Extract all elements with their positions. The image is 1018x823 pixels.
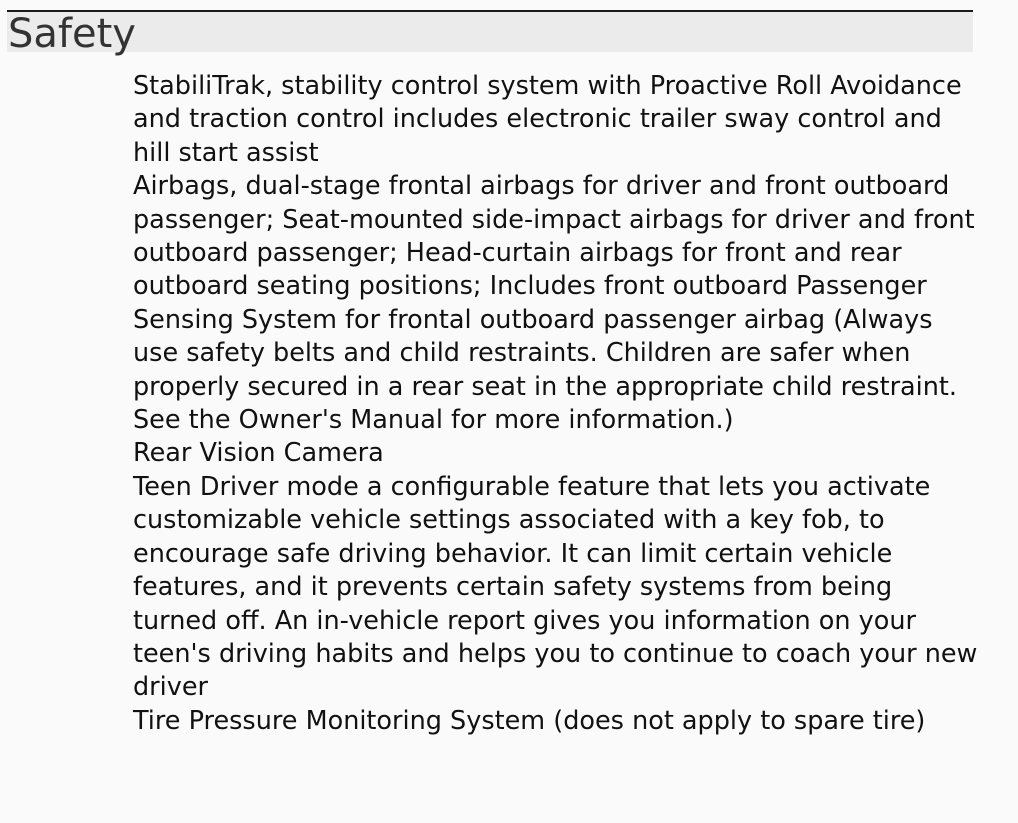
feature-item-rear-vision-camera: Rear Vision Camera xyxy=(133,438,384,469)
feature-item-teen-driver: Teen Driver mode a configurable feature that lets you activate customizable vehicle settings associated with a key fob, to encourage safe driving behavior. It can limit certain vehicle features, and it prevents certain safety systems from being turned off. An in-vehicle report gives you information on your teen's driving habits and helps you to continue to coach your new driver xyxy=(133,471,978,703)
feature-item-stabilitrak: StabiliTrak, stability control system with Proactive Roll Avoidance and traction control includes electronic trailer sway control and hill start assist xyxy=(133,71,962,168)
section-header xyxy=(7,10,973,57)
feature-item-tire-pressure: Tire Pressure Monitoring System (does not apply to spare tire) xyxy=(133,705,926,736)
feature-list xyxy=(133,70,978,738)
section-title: Safety xyxy=(8,11,136,57)
feature-item-airbags: Airbags, dual-stage frontal airbags for driver and front outboard passenger; Seat-mounted side-impact airbags for driver and front outboard passenger; Head-curtain airbags for front and rear outboard seating positions; Includes front outboard Passenger Sensing System for frontal outboard passenger airbag (Always use safety belts and child restraints. Children are safer when properly secured in a rear seat in the appropriate child restraint. See the Owner's Manual for more information.) xyxy=(133,171,975,436)
